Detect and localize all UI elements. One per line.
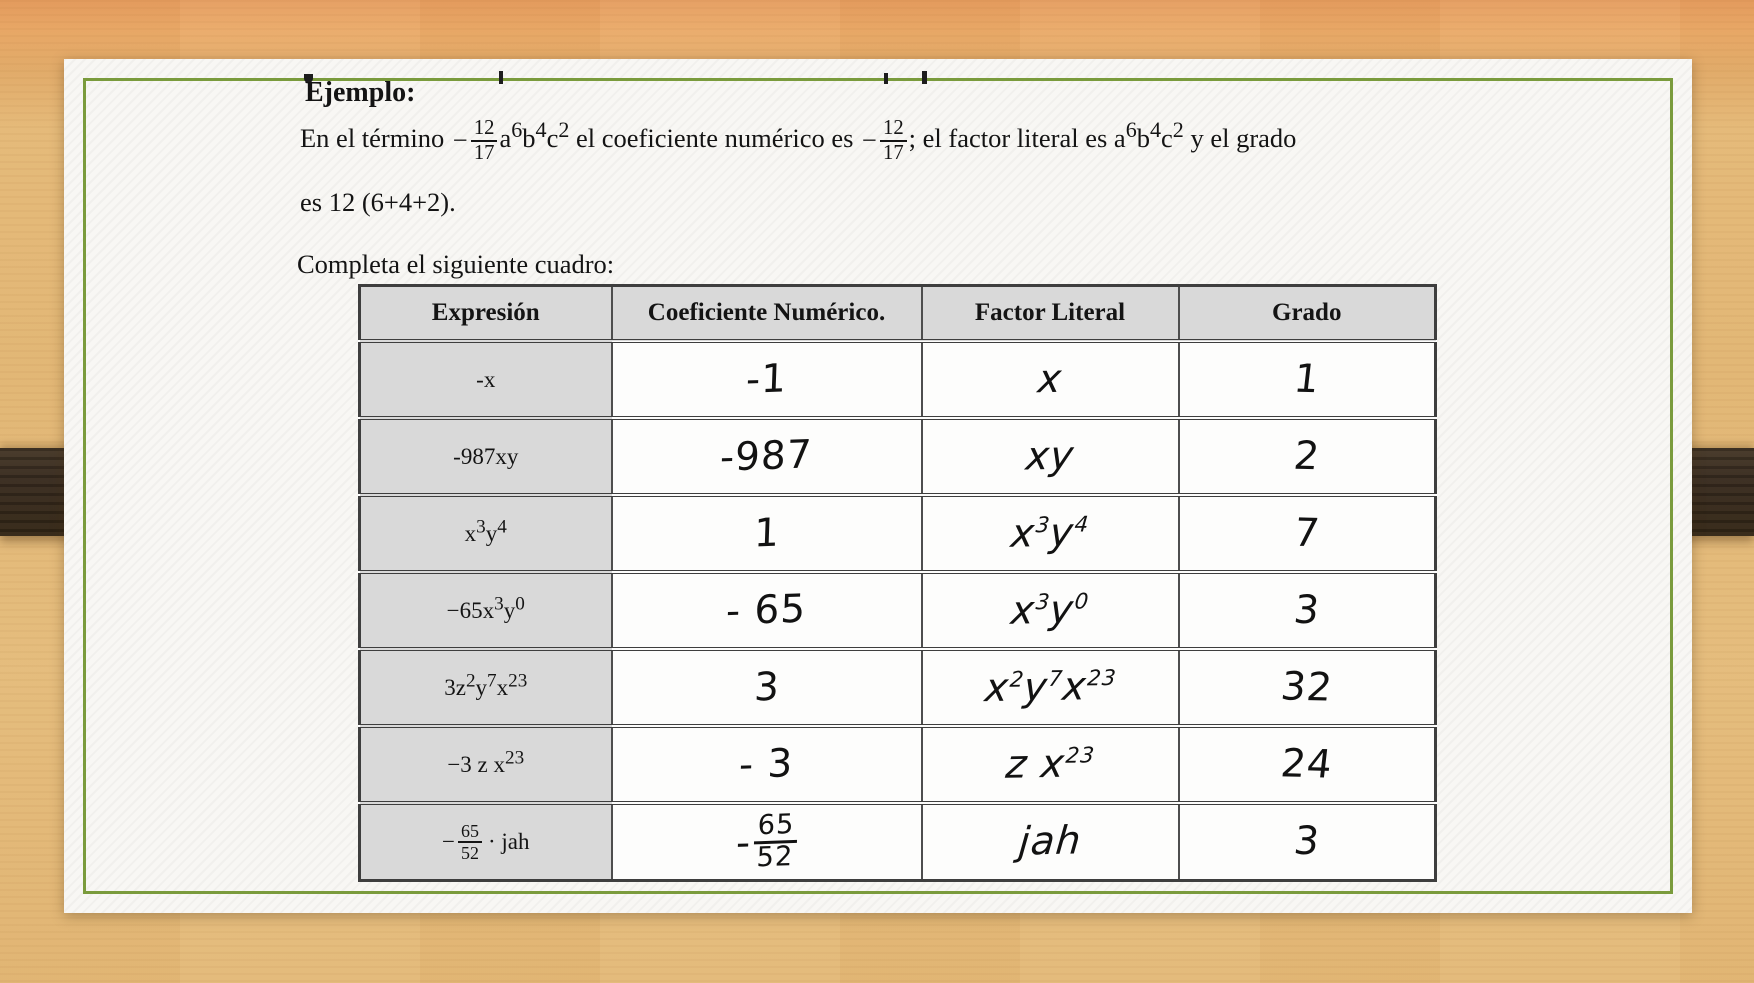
table-row bbox=[360, 726, 1436, 803]
example-text-pre: En el término bbox=[300, 123, 451, 154]
example-term-1: $a^6b^4c^2$ bbox=[499, 117, 570, 154]
table-body bbox=[360, 341, 1436, 880]
column-header-1: Coeficiente Numérico. bbox=[612, 286, 922, 342]
handwritten-answer: 3 bbox=[1291, 818, 1323, 865]
table-header-row bbox=[360, 286, 1436, 342]
handwritten-answer: -987 bbox=[719, 432, 814, 481]
fraction bbox=[458, 821, 482, 863]
handwritten-answer: x bbox=[1035, 356, 1065, 403]
fraction-numerator: 65 bbox=[754, 810, 798, 843]
handwritten-answer: 1 bbox=[1291, 356, 1323, 403]
degree-cell bbox=[1179, 572, 1436, 649]
handwritten-answer: 24 bbox=[1278, 741, 1336, 788]
degree-cell bbox=[1179, 341, 1436, 418]
expression-cell bbox=[360, 803, 612, 880]
table-row bbox=[360, 495, 1436, 572]
fraction-sign: - bbox=[735, 819, 752, 866]
example-term-2: $a^6b^4c^2$ bbox=[1113, 117, 1184, 154]
factor-cell bbox=[922, 495, 1179, 572]
example-text-tail: y el grado bbox=[1183, 123, 1297, 154]
handwritten-answer: - 65 bbox=[725, 586, 808, 635]
coefficient-cell bbox=[612, 495, 922, 572]
handwritten-answer: $x^3y^4$ bbox=[1009, 510, 1091, 557]
handwritten-answer: 7 bbox=[1291, 510, 1323, 557]
expression-cell: -x bbox=[360, 341, 612, 418]
example-text-mid: el coeficiente numérico es bbox=[569, 123, 861, 154]
column-header-3: Grado bbox=[1179, 286, 1436, 342]
expression-cell: −3 z $x^{23}$ bbox=[360, 726, 612, 803]
factor-cell bbox=[922, 649, 1179, 726]
table-row bbox=[360, 418, 1436, 495]
fraction-suffix: · jah bbox=[487, 828, 530, 854]
example-heading: Ejemplo: bbox=[305, 77, 416, 108]
table-row bbox=[360, 649, 1436, 726]
fraction-sign: − bbox=[442, 828, 456, 854]
coefficient-cell bbox=[612, 341, 922, 418]
fraction-numerator: 12 bbox=[880, 117, 907, 142]
coefficient-cell bbox=[612, 726, 922, 803]
handwritten-answer: 3 bbox=[752, 664, 781, 711]
handwritten-answer: 3 bbox=[1291, 587, 1323, 634]
fraction-denominator: 52 bbox=[756, 840, 794, 873]
fraction bbox=[471, 117, 498, 165]
fraction bbox=[753, 810, 798, 872]
slide-content bbox=[64, 59, 1692, 913]
table-row bbox=[360, 803, 1436, 880]
table-row bbox=[360, 572, 1436, 649]
expression-cell: $3z^2y^7x^{23}$ bbox=[360, 649, 612, 726]
worksheet-slide bbox=[64, 59, 1692, 913]
handwritten-answer: -1 bbox=[745, 356, 788, 403]
expression-cell: $-65x^3y^0$ bbox=[360, 572, 612, 649]
handwritten-answer: 1 bbox=[752, 510, 781, 557]
fraction-numerator: 65 bbox=[458, 821, 482, 843]
column-header-0: Expresión bbox=[360, 286, 612, 342]
degree-cell bbox=[1179, 418, 1436, 495]
example-paragraph bbox=[300, 117, 1570, 165]
fraction-sign: − bbox=[862, 125, 877, 156]
handwritten-answer: 2 bbox=[1291, 433, 1323, 480]
expression-cell: -987xy bbox=[360, 418, 612, 495]
fraction-denominator: 17 bbox=[882, 142, 904, 165]
column-header-2: Factor Literal bbox=[922, 286, 1179, 342]
coefficient-cell bbox=[612, 649, 922, 726]
table-row bbox=[360, 341, 1436, 418]
factor-cell bbox=[922, 418, 1179, 495]
factor-cell bbox=[922, 572, 1179, 649]
example-paragraph-line2: es 12 (6+4+2). bbox=[300, 187, 456, 217]
table-intro-text: Completa el siguiente cuadro: bbox=[297, 249, 615, 279]
degree-cell bbox=[1179, 726, 1436, 803]
fraction-denominator: 52 bbox=[461, 842, 479, 863]
degree-cell bbox=[1179, 649, 1436, 726]
handwritten-answer: 32 bbox=[1278, 664, 1336, 711]
expression-cell: $x^3y^4$ bbox=[360, 495, 612, 572]
factor-cell bbox=[922, 726, 1179, 803]
coefficient-cell bbox=[612, 418, 922, 495]
handwritten-answer: jah bbox=[1016, 818, 1084, 865]
handwritten-answer: - 3 bbox=[738, 741, 795, 788]
example-fraction-2 bbox=[860, 117, 909, 165]
handwritten-answer: $x^3y^0$ bbox=[1009, 587, 1091, 634]
handwritten-answer: z $x^{23}$ bbox=[1003, 741, 1096, 788]
cropped-text-remnants bbox=[284, 71, 1384, 85]
degree-cell bbox=[1179, 803, 1436, 880]
coefficient-cell bbox=[612, 803, 922, 880]
degree-cell bbox=[1179, 495, 1436, 572]
example-fraction-1 bbox=[451, 117, 500, 165]
handwritten-answer: xy bbox=[1023, 433, 1077, 480]
handwritten-answer bbox=[733, 810, 800, 873]
fraction-numerator: 12 bbox=[471, 117, 498, 142]
fraction-sign: − bbox=[452, 125, 468, 156]
handwritten-answer: $x^2y^7x^{23}$ bbox=[982, 664, 1118, 712]
example-text-after: ; el factor literal es bbox=[908, 123, 1114, 154]
coefficient-cell bbox=[612, 572, 922, 649]
factor-cell bbox=[922, 341, 1179, 418]
factor-cell bbox=[922, 803, 1179, 880]
worksheet-table bbox=[358, 284, 1437, 882]
fraction bbox=[880, 117, 907, 165]
fraction-denominator: 17 bbox=[473, 142, 495, 165]
